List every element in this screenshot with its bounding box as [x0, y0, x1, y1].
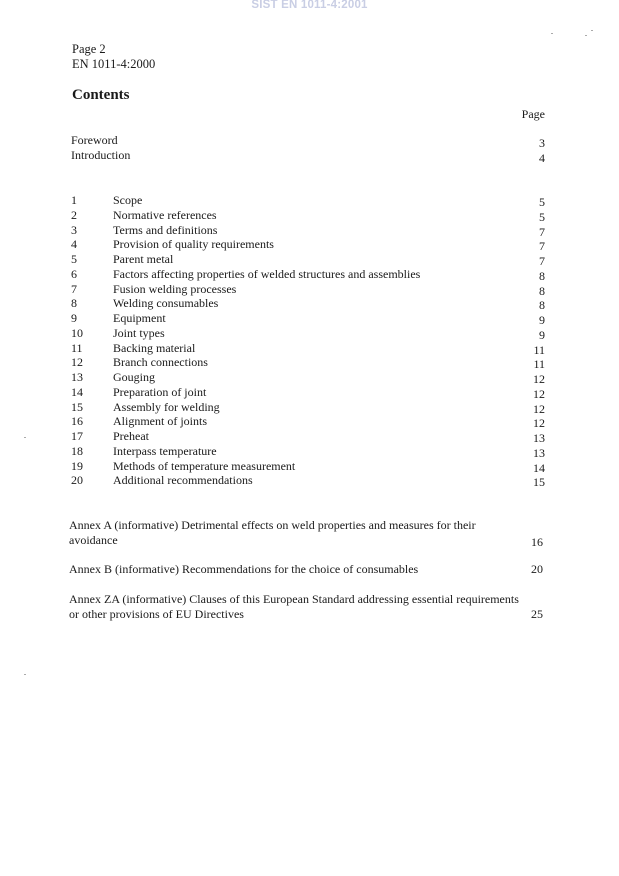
toc-entry[interactable] [71, 208, 545, 222]
annex-title-line1: Annex A (informative) Detrimental effects on weld properties and measures for their [69, 518, 476, 532]
toc-entry-number: 14 [71, 384, 83, 399]
scan-speck [24, 437, 26, 438]
scan-speck [551, 33, 553, 34]
toc-entry-number: 12 [71, 355, 83, 370]
toc-entry-number: 2 [71, 207, 77, 222]
toc-entry-page: 12 [533, 416, 545, 431]
toc-entry-page: 12 [533, 372, 545, 386]
toc-entry-title: Additional recommendations [113, 473, 253, 488]
toc-entry-number: 11 [71, 340, 83, 355]
contents-title: Contents [72, 87, 130, 103]
toc-entry-title: Backing material [113, 340, 196, 355]
toc-entry[interactable] [71, 148, 545, 165]
toc-entry[interactable] [71, 341, 545, 355]
annex-title-line2: or other provisions of EU Directives [69, 607, 244, 621]
toc-entry-page: 12 [533, 401, 545, 416]
toc-entry-title: Gouging [113, 370, 155, 384]
toc-entry-page: 5 [539, 195, 545, 209]
toc-entry[interactable] [71, 296, 545, 313]
toc-entry-page: 9 [539, 313, 545, 327]
toc-entry-number: 8 [71, 296, 77, 311]
toc-entry-number: 19 [71, 458, 83, 473]
toc-entry-number: 20 [71, 473, 83, 488]
page-number-label: Page 2 [72, 42, 106, 56]
toc-entry-number: 3 [71, 222, 77, 237]
toc-entry-title: Preparation of joint [113, 384, 207, 399]
toc-entry-page: 13 [533, 445, 545, 460]
scan-speck [591, 30, 593, 31]
toc-entry[interactable] [71, 370, 545, 384]
toc-entry-page: 11 [533, 342, 545, 357]
toc-entry-title: Joint types [113, 325, 165, 340]
standard-id: EN 1011-4:2000 [72, 57, 156, 71]
toc-entry-number: 10 [71, 325, 83, 340]
toc-entry-page: 11 [533, 357, 545, 372]
toc-entry[interactable] [71, 311, 545, 325]
toc-entry-page: 20 [531, 562, 543, 576]
toc-entry-title: Terms and definitions [113, 222, 218, 237]
toc-entry-title: Factors affecting properties of welded structures and assemblies [113, 266, 421, 281]
scan-speck [24, 674, 26, 675]
toc-entry-title: Welding consumables [113, 296, 219, 311]
toc-entry-number: 6 [71, 266, 77, 281]
toc-entry-title: Equipment [113, 311, 166, 325]
toc-annex-entry[interactable] [69, 562, 543, 577]
toc-entry-page: 7 [539, 254, 545, 268]
toc-entry-number: 9 [71, 311, 77, 325]
toc-entry[interactable] [71, 414, 545, 431]
toc-entry-page: 4 [539, 151, 545, 165]
page-header [72, 42, 155, 72]
annex-title-line2: avoidance [69, 533, 118, 547]
toc-entry-number: 17 [71, 429, 83, 443]
toc-entry[interactable] [71, 400, 545, 414]
toc-entry-page: 25 [531, 607, 543, 621]
toc-entry-page: 8 [539, 298, 545, 313]
toc-annex-entry[interactable] [69, 518, 543, 548]
toc-entry-title: Alignment of joints [113, 414, 207, 429]
toc-entry[interactable] [71, 385, 545, 399]
toc-entry-title: Methods of temperature measurement [113, 458, 296, 473]
toc-entry-page: 14 [533, 460, 545, 475]
toc-entry-number: 7 [71, 281, 77, 296]
toc-entry-page: 8 [539, 268, 545, 283]
toc-entry[interactable] [71, 355, 545, 372]
toc-entry-page: 8 [539, 283, 545, 298]
scan-speck [585, 35, 587, 36]
toc-entry-title: Provision of quality requirements [113, 237, 274, 252]
toc-entry[interactable] [71, 459, 545, 473]
toc-entry-page: 12 [533, 386, 545, 401]
toc-entry-number: 5 [71, 252, 77, 266]
annex-title-line1: Annex ZA (informative) Clauses of this European Standard addressing essential requirements [69, 592, 519, 606]
toc-entry[interactable] [71, 429, 545, 443]
toc-entry[interactable] [71, 252, 545, 266]
toc-entry[interactable] [71, 444, 545, 458]
watermark: SIST EN 1011-4:2001 [251, 0, 368, 11]
page-column-label: Page [521, 107, 545, 121]
toc-entry-title: Preheat [113, 429, 149, 443]
toc-entry-number: 16 [71, 414, 83, 429]
toc-entry[interactable] [71, 267, 545, 281]
toc-entry-page: 13 [533, 431, 545, 445]
toc-entry-title: Assembly for welding [113, 399, 220, 414]
toc-entry-title: Introduction [71, 148, 131, 162]
toc-entry-title: Normative references [113, 207, 217, 222]
toc-entry-number: 18 [71, 443, 83, 458]
toc-entry-number: 13 [71, 370, 83, 384]
toc-entry-title: Parent metal [113, 252, 174, 266]
toc-entry-number: 1 [71, 193, 77, 207]
toc-entry[interactable] [71, 473, 545, 490]
toc-entry[interactable] [71, 133, 545, 150]
toc-entry[interactable] [71, 237, 545, 254]
toc-entry[interactable] [71, 223, 545, 237]
toc-entry-title: Fusion welding processes [113, 281, 237, 296]
toc-entry-page: 7 [539, 224, 545, 239]
annex-title-line1: Annex B (informative) Recommendations for the choice of consumables [69, 562, 419, 576]
toc-entry-page: 15 [533, 475, 545, 490]
toc-entry[interactable] [71, 282, 545, 296]
toc-entry-title: Scope [113, 193, 143, 207]
toc-entry-number: 4 [71, 237, 77, 252]
toc-annex-entry[interactable] [69, 592, 543, 622]
toc-entry[interactable] [71, 193, 545, 207]
toc-entry-page: 16 [531, 535, 543, 549]
toc-entry-title: Branch connections [113, 355, 208, 370]
toc-entry[interactable] [71, 326, 545, 340]
toc-entry-page: 9 [539, 327, 545, 342]
toc-entry-number: 15 [71, 399, 83, 414]
toc-entry-page: 7 [539, 239, 545, 254]
toc-entry-page: 3 [539, 136, 545, 150]
toc-entry-title: Foreword [71, 133, 118, 147]
toc-entry-title: Interpass temperature [113, 443, 217, 458]
toc-entry-page: 5 [539, 209, 545, 224]
